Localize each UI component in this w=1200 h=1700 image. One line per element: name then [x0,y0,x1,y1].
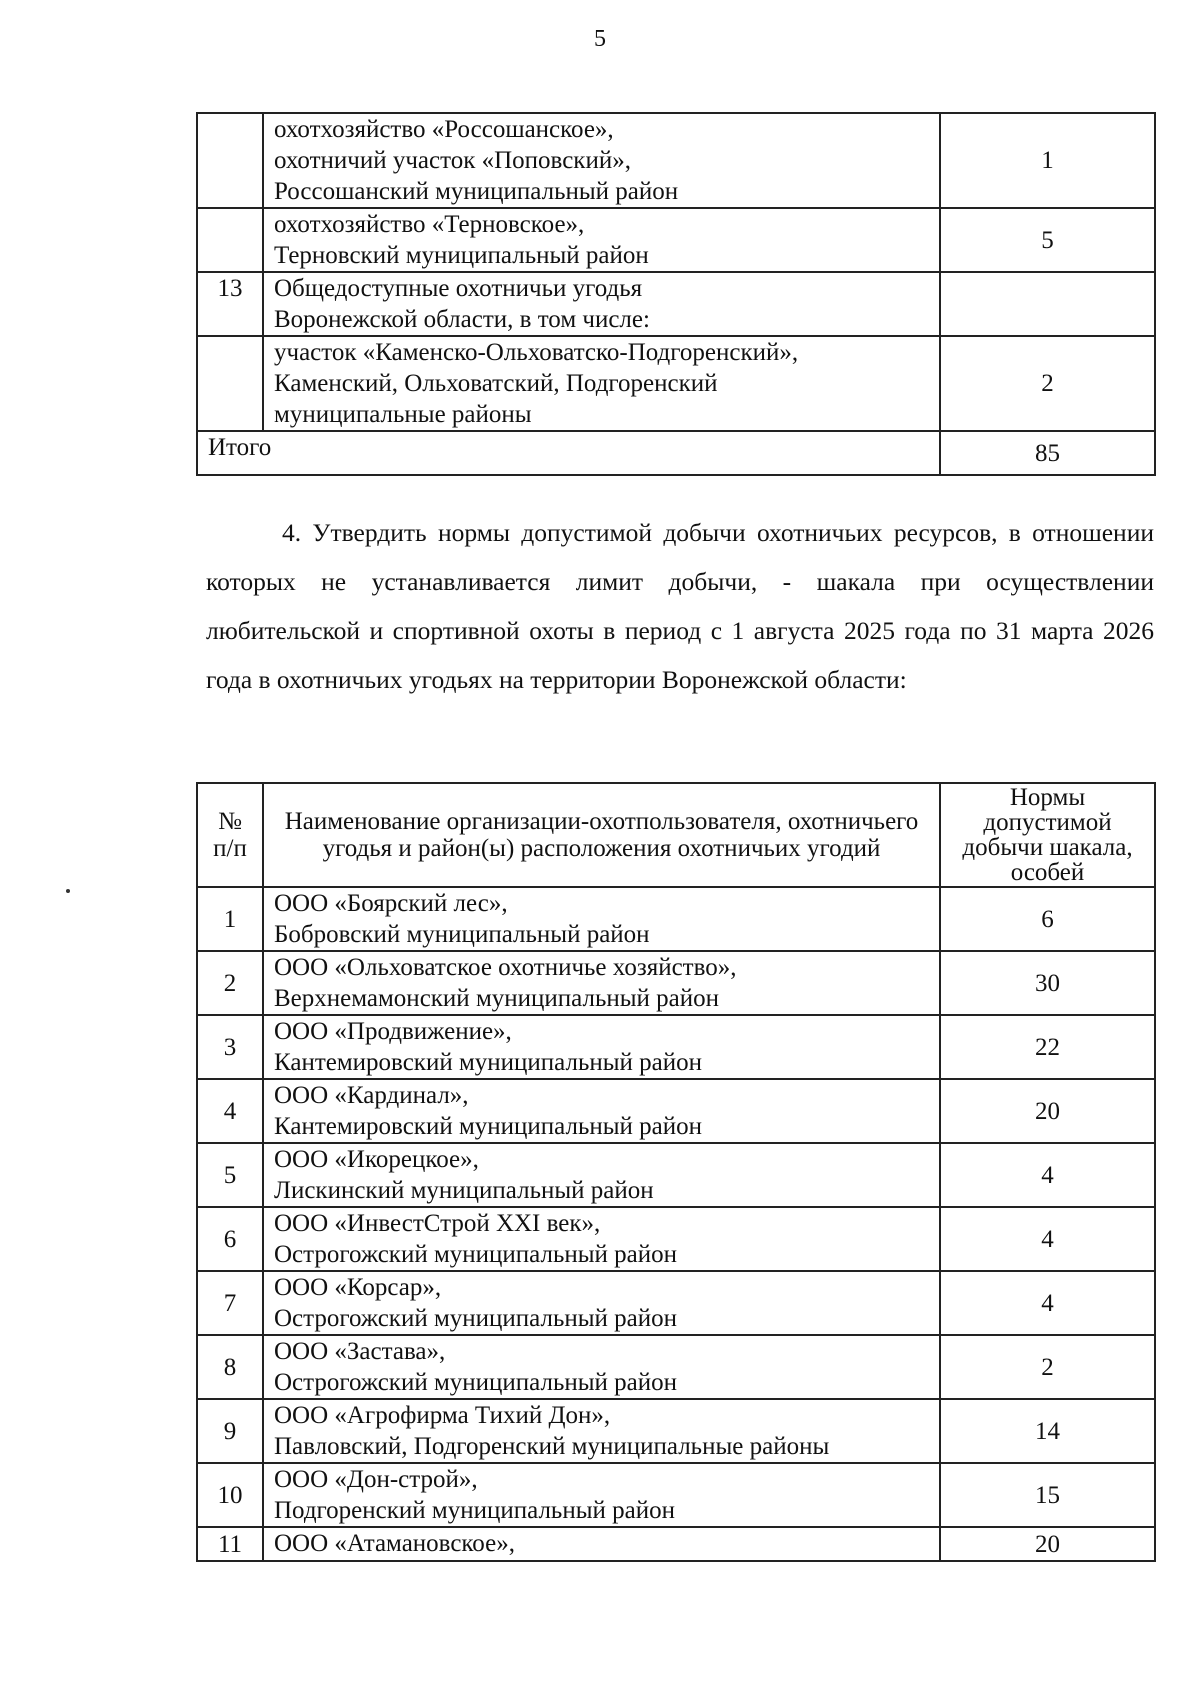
row-value: 14 [940,1399,1155,1463]
name-cell [263,272,940,336]
table-body [197,113,1155,475]
row-num [197,208,263,272]
row-num: 5 [197,1143,263,1207]
table-continuation [196,112,1156,476]
name-line: Кантемировский муниципальный район [274,1049,703,1076]
name-cell [263,113,940,208]
name-line: Общедоступные охотничьи угодья [274,275,643,302]
total-row [197,431,1155,475]
name-line: ООО «Застава», [274,1338,446,1365]
row-value: 5 [940,208,1155,272]
row-value: 4 [940,1207,1155,1271]
name-line: муниципальные районы [274,401,532,428]
name-cell [263,1143,940,1207]
scan-speck [66,889,70,893]
name-line: Павловский, Подгоренский муниципальные районы [274,1433,830,1460]
jackal-norms-table [196,782,1156,1562]
name-line: ООО «Продвижение», [274,1018,512,1045]
header-value: Нормы допустимой добычи шакала, особей [940,783,1155,887]
row-num: 2 [197,951,263,1015]
name-line: охотхозяйство «Россошанское», [274,116,614,143]
name-line: Терновский муниципальный район [274,242,649,269]
name-line: охотничий участок «Поповский», [274,147,631,174]
name-line: ООО «Дон-строй», [274,1466,478,1493]
row-value: 15 [940,1463,1155,1527]
name-cell [263,1079,940,1143]
row-value: 22 [940,1015,1155,1079]
name-line: Острогожский муниципальный район [274,1369,678,1396]
table-row [197,336,1155,431]
table-row [197,951,1155,1015]
name-line: Воронежской области, в том числе: [274,306,650,333]
name-line: ООО «Ольховатское охотничье хозяйство», [274,954,737,981]
name-line: ООО «Кардинал», [274,1082,469,1109]
row-value: 4 [940,1271,1155,1335]
name-cell [263,1015,940,1079]
row-value: 2 [940,336,1155,431]
row-num: 8 [197,1335,263,1399]
name-cell [263,1463,940,1527]
page-number: 5 [594,26,606,52]
row-num: 13 [197,272,263,336]
row-num: 7 [197,1271,263,1335]
table-row [197,1079,1155,1143]
name-line: Верхнемамонский муниципальный район [274,985,720,1012]
total-label: Итого [197,431,940,475]
table-row [197,1463,1155,1527]
row-value: 1 [940,113,1155,208]
table-row [197,1527,1155,1561]
name-cell [263,208,940,272]
table-row [197,887,1155,951]
name-line: ООО «ИнвестСтрой XXI век», [274,1210,601,1237]
table-row [197,1399,1155,1463]
row-value [940,272,1155,336]
name-line: ООО «Агрофирма Тихий Дон», [274,1402,611,1429]
name-line: Кантемировский муниципальный район [274,1113,703,1140]
table-header-row [197,783,1155,887]
row-num: 4 [197,1079,263,1143]
row-num: 3 [197,1015,263,1079]
name-line: Лискинский муниципальный район [274,1177,654,1204]
name-line: ООО «Корсар», [274,1274,442,1301]
row-value: 20 [940,1079,1155,1143]
table-row [197,1271,1155,1335]
row-value: 6 [940,887,1155,951]
name-cell [263,887,940,951]
name-line: ООО «Икорецкое», [274,1146,479,1173]
row-num: 1 [197,887,263,951]
name-line: Острогожский муниципальный район [274,1241,678,1268]
name-line: Каменский, Ольховатский, Подгоренский [274,370,718,397]
row-num: 9 [197,1399,263,1463]
name-line: Острогожский муниципальный район [274,1305,678,1332]
name-cell [263,951,940,1015]
paragraph-4 [206,508,1154,704]
table-body [197,887,1155,1561]
name-line: участок «Каменско-Ольховатско-Подгоренский», [274,339,799,366]
row-value: 30 [940,951,1155,1015]
row-value: 4 [940,1143,1155,1207]
header-num: № п/п [197,783,263,887]
name-line: ООО «Боярский лес», [274,890,508,917]
paragraph-text: 4. Утвердить нормы допустимой добычи охотничьих ресурсов, в отношении которых не устанавливается лимит добычи, - шакала при осуществлении любительской и спортивной охоты в период с 1 августа 2025 года по 31 марта 2026 года в охотничьих угодьях на территории Воронежской области: [206,518,1154,694]
row-value: 20 [940,1527,1155,1561]
name-cell [263,1271,940,1335]
name-cell [263,1335,940,1399]
header-name: Наименование организации-охотпользователя, охотничьего угодья и район(ы) расположения охотничьих угодий [263,783,940,887]
row-num [197,336,263,431]
row-value: 2 [940,1335,1155,1399]
name-cell [263,1207,940,1271]
total-value: 85 [940,431,1155,475]
name-line: Россошанский муниципальный район [274,178,679,205]
name-cell [263,1527,940,1561]
row-num [197,113,263,208]
name-line: Подгоренский муниципальный район [274,1497,675,1524]
table-row [197,1207,1155,1271]
name-cell [263,336,940,431]
name-cell [263,1399,940,1463]
name-line: охотхозяйство «Терновское», [274,211,585,238]
name-line: Бобровский муниципальный район [274,921,650,948]
table-row [197,113,1155,208]
name-line: ООО «Атамановское», [274,1530,515,1557]
table-row [197,272,1155,336]
row-num: 11 [197,1527,263,1561]
table-row [197,1143,1155,1207]
row-num: 6 [197,1207,263,1271]
row-num: 10 [197,1463,263,1527]
table-row [197,208,1155,272]
table-row [197,1015,1155,1079]
table-row [197,1335,1155,1399]
